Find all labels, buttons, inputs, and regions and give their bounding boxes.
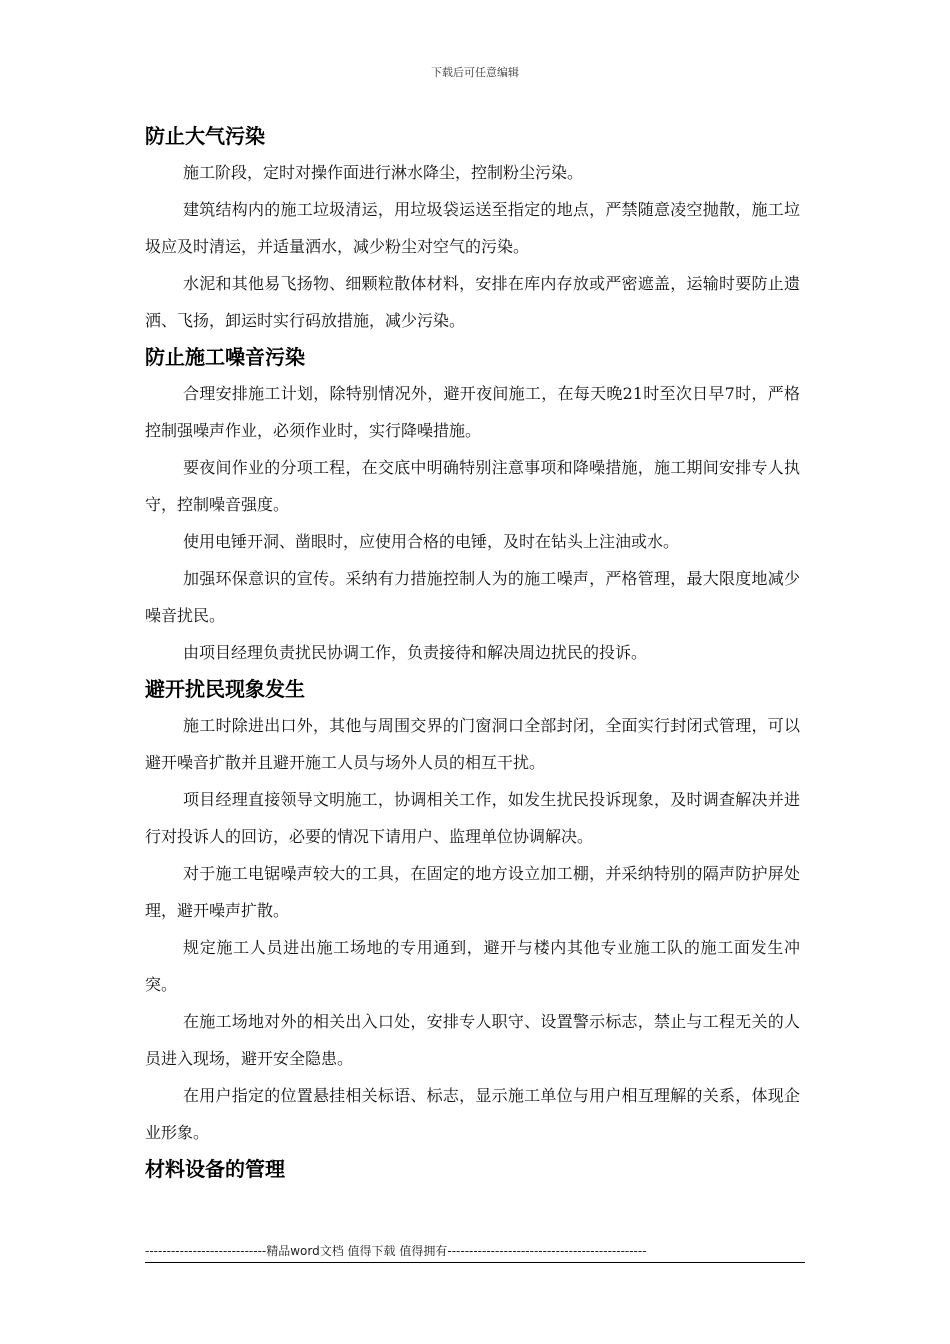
footer-divider [145, 1262, 805, 1263]
paragraph: 水泥和其他易飞扬物、细颗粒散体材料，安排在库内存放或严密遮盖，运输时要防止遗洒、飞扬，卸运时实行码放措施，减少污染。 [145, 274, 800, 330]
section-heading: 材料设备的管理 [145, 1157, 285, 1181]
page-footer: ----------------------------精品word文档 值得下载 值得拥有---------------------------------------------- [145, 1244, 647, 1258]
paragraph: 合理安排施工计划，除特别情况外，避开夜间施工，在每天晚21时至次日早7时，严格控制强噪声作业，必须作业时，实行降噪措施。 [145, 384, 800, 440]
paragraph: 由项目经理负责扰民协调工作，负责接待和解决周边扰民的投诉。 [183, 643, 648, 662]
paragraph: 在施工场地对外的相关出入口处，安排专人职守、设置警示标志，禁止与工程无关的人员进入现场，避开安全隐患。 [145, 1012, 800, 1068]
paragraph: 施工时除进出口外，其他与周围交界的门窗洞口全部封闭，全面实行封闭式管理，可以避开噪音扩散并且避开施工人员与场外人员的相互干扰。 [145, 716, 800, 772]
page-header: 下载后可任意编辑 [431, 66, 519, 79]
section-heading: 防止大气污染 [145, 124, 265, 148]
paragraph: 在用户指定的位置悬挂相关标语、标志，显示施工单位与用户相互理解的关系，体现企业形象。 [145, 1086, 800, 1142]
paragraph: 加强环保意识的宣传。采纳有力措施控制人为的施工噪声，严格管理，最大限度地减少噪音扰民。 [145, 569, 800, 625]
section-heading: 避开扰民现象发生 [145, 677, 305, 701]
section-heading: 防止施工噪音污染 [145, 345, 305, 369]
paragraph: 施工阶段，定时对操作面进行淋水降尘，控制粉尘污染。 [183, 163, 584, 182]
paragraph: 要夜间作业的分项工程，在交底中明确特别注意事项和降噪措施，施工期间安排专人执守，控制噪音强度。 [145, 458, 800, 514]
paragraph: 规定施工人员进出施工场地的专用通到，避开与楼内其他专业施工队的施工面发生冲突。 [145, 938, 800, 994]
paragraph: 对于施工电锯噪声较大的工具，在固定的地方设立加工棚，并采纳特别的隔声防护屏处理，避开噪声扩散。 [145, 864, 800, 920]
paragraph: 项目经理直接领导文明施工，协调相关工作，如发生扰民投诉现象，及时调查解决并进行对投诉人的回访，必要的情况下请用户、监理单位协调解决。 [145, 790, 800, 846]
document-body [145, 118, 800, 1187]
paragraph: 建筑结构内的施工垃圾清运，用垃圾袋运送至指定的地点，严禁随意凌空抛散，施工垃圾应及时清运，并适量洒水，减少粉尘对空气的污染。 [145, 200, 800, 256]
paragraph: 使用电锤开洞、凿眼时，应使用合格的电锤，及时在钻头上注油或水。 [183, 532, 680, 551]
